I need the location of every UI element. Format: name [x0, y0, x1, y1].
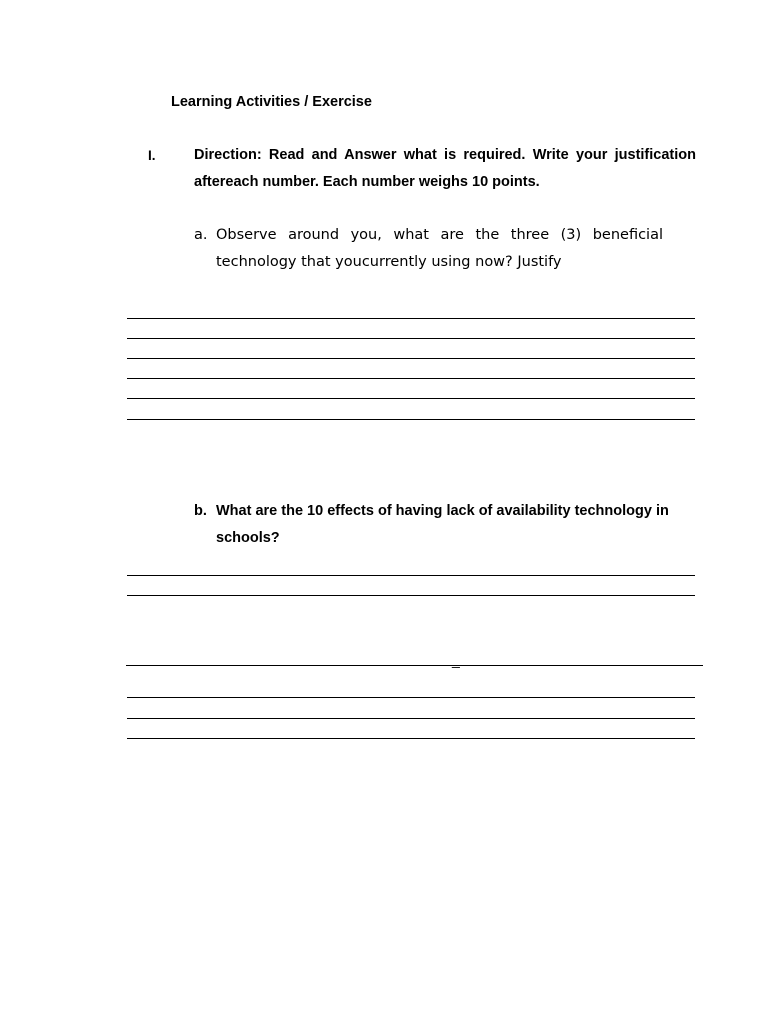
answer-line — [127, 738, 695, 739]
question-a-label: a. — [194, 227, 208, 243]
stray-underscore: _ — [452, 652, 460, 668]
section-numeral: I. — [148, 148, 156, 163]
answer-line — [127, 697, 695, 698]
answer-line — [127, 318, 695, 319]
answer-line — [127, 718, 695, 719]
answer-line — [127, 419, 695, 420]
answer-line — [127, 358, 695, 359]
answer-line — [127, 338, 695, 339]
question-b-label: b. — [194, 503, 207, 519]
answer-line — [127, 398, 695, 399]
page-title: Learning Activities / Exercise — [171, 94, 372, 110]
answer-line — [127, 595, 695, 596]
answer-line — [127, 575, 695, 576]
answer-line — [126, 665, 703, 666]
answer-line — [127, 378, 695, 379]
direction-text: Direction: Read and Answer what is required. Write your justification aftereach number. Each number weighs 10 points. — [194, 147, 696, 190]
question-a-text: Observe around you, what are the three (3) beneficial technology that youcurrently using now? Justify — [216, 227, 663, 270]
question-b-text: What are the 10 effects of having lack of availability technology in schools? — [216, 503, 669, 546]
